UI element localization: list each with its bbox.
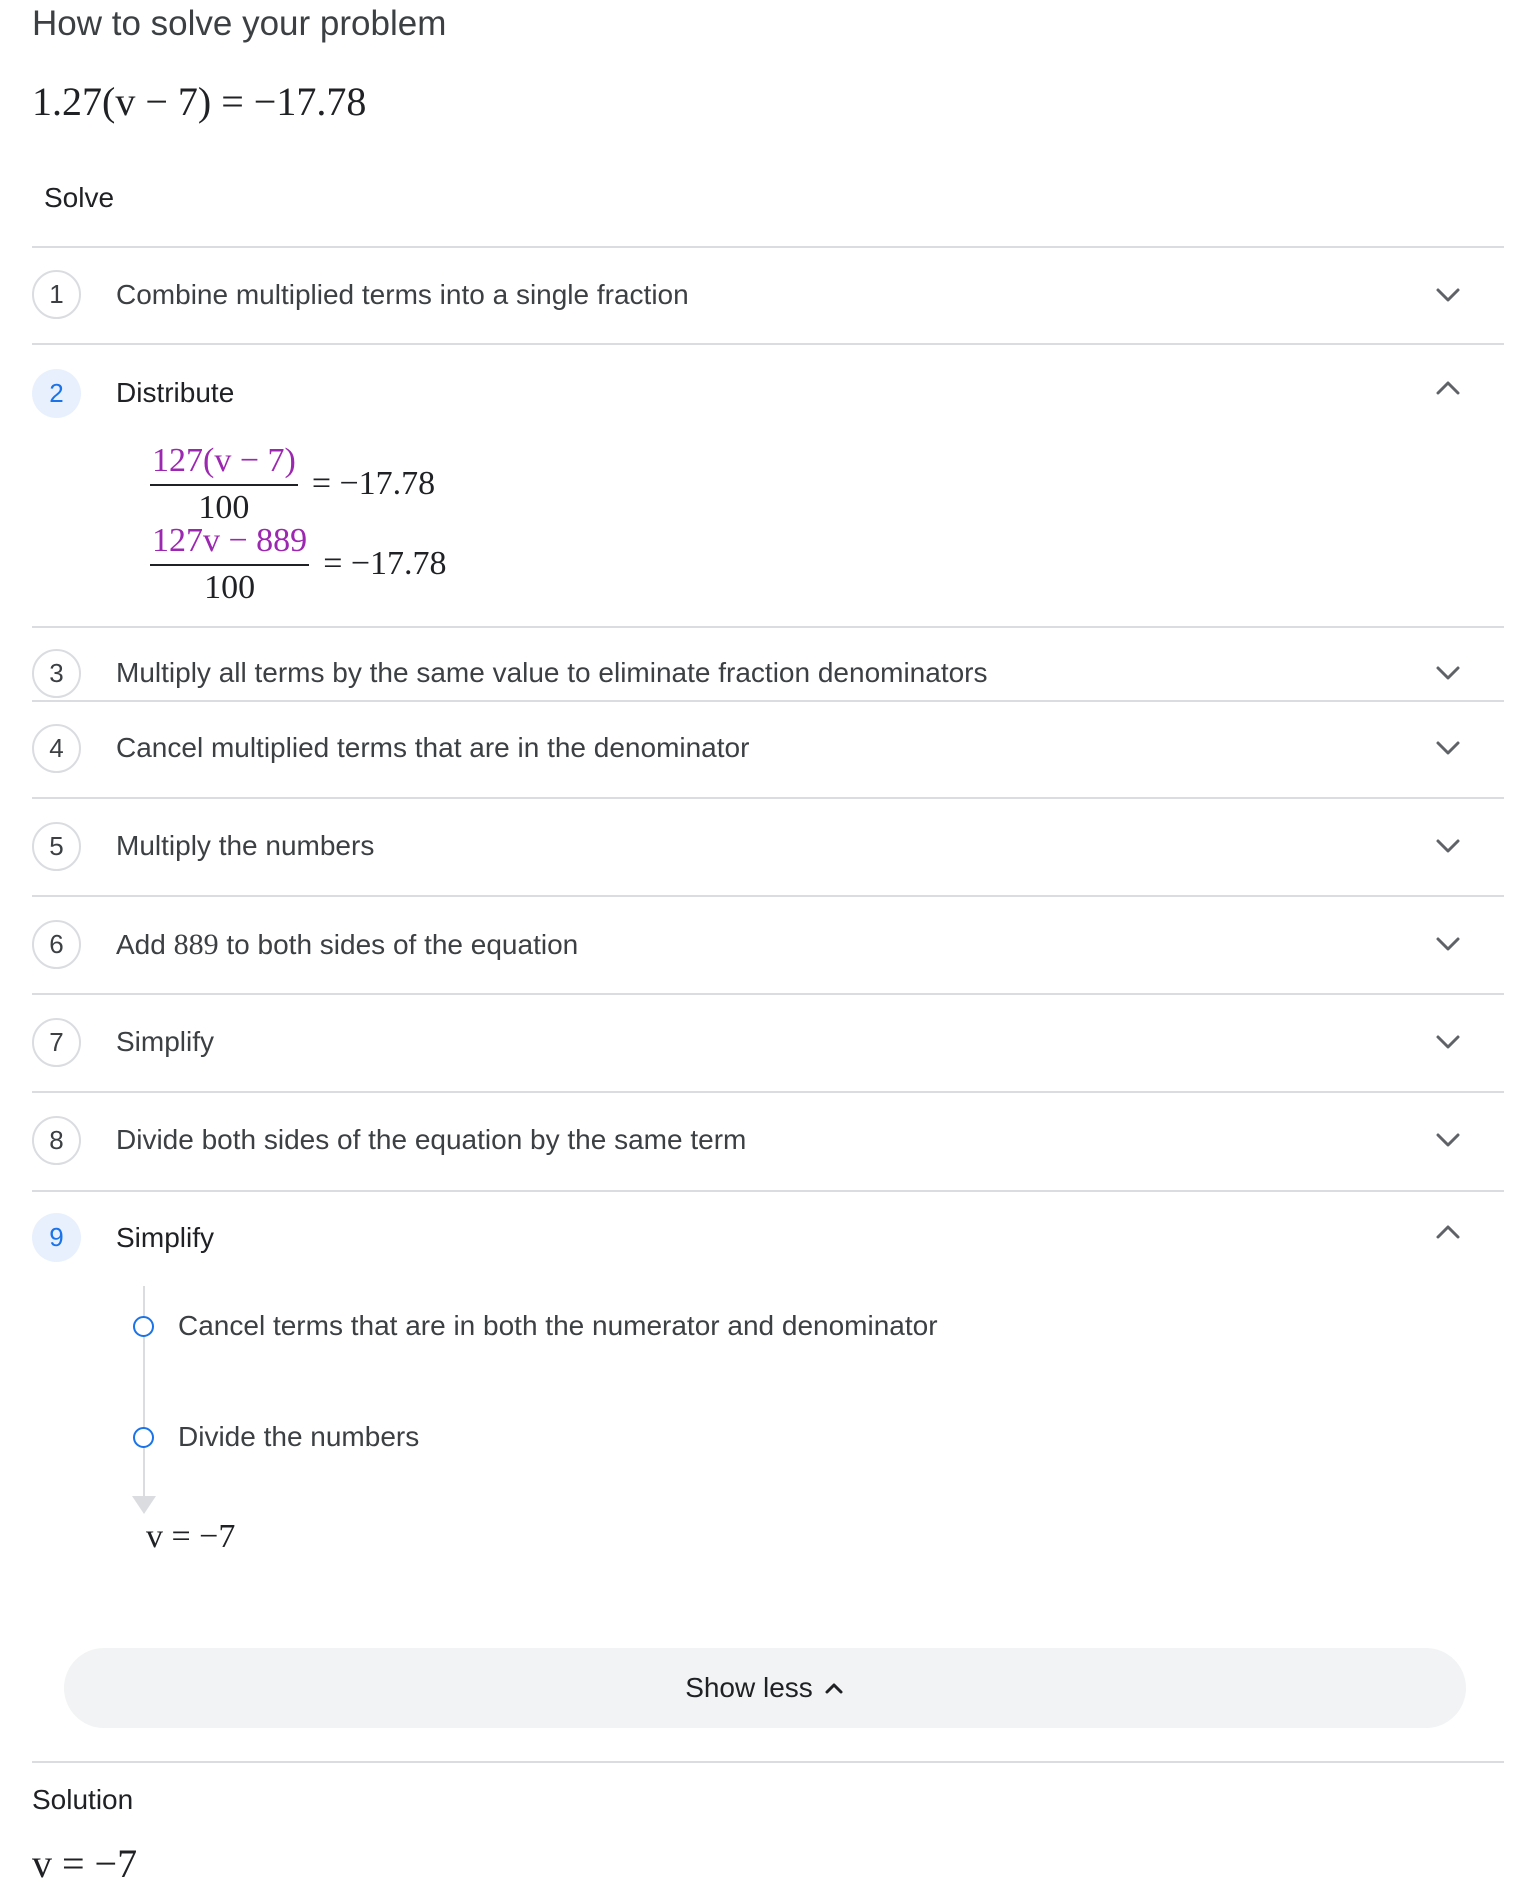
divider — [32, 626, 1504, 628]
chevron-up-icon — [823, 1677, 845, 1699]
step-label-text: Add — [116, 929, 174, 960]
step-number: 5 — [32, 822, 81, 871]
right-hand-side: = −17.78 — [311, 465, 436, 502]
equation-line — [150, 442, 435, 526]
divider — [32, 1761, 1504, 1763]
step-label: Combine multiplied terms into a single fraction — [116, 279, 689, 310]
chevron-down-icon[interactable] — [1432, 1026, 1464, 1058]
divider — [32, 797, 1504, 799]
fraction — [150, 442, 298, 526]
step-label — [116, 928, 578, 962]
divider — [32, 700, 1504, 702]
page-title: How to solve your problem — [32, 4, 447, 43]
solution-label: Solution — [32, 1784, 134, 1815]
numerator: 127(v − 7) — [150, 442, 298, 486]
arrow-down-icon — [132, 1496, 156, 1514]
step-label: Divide both sides of the equation by the same term — [116, 1124, 747, 1155]
step-label-text: to both sides of the equation — [218, 929, 579, 960]
step-label: Simplify — [116, 1026, 215, 1057]
equation-line — [150, 522, 447, 606]
step-label: Simplify — [116, 1222, 215, 1253]
substep-dot-icon — [133, 1427, 154, 1448]
numerator: 127v − 889 — [150, 522, 309, 566]
step-number: 7 — [32, 1018, 81, 1067]
chevron-down-icon[interactable] — [1432, 928, 1464, 960]
step-label: Distribute — [116, 377, 235, 408]
chevron-down-icon[interactable] — [1432, 830, 1464, 862]
divider — [32, 246, 1504, 248]
substep-label[interactable]: Divide the numbers — [178, 1421, 420, 1452]
divider — [32, 1190, 1504, 1192]
chevron-down-icon[interactable] — [1432, 732, 1464, 764]
step-label: Multiply the numbers — [116, 830, 375, 861]
chevron-down-icon[interactable] — [1432, 279, 1464, 311]
solve-label: Solve — [44, 182, 115, 213]
step-number: 9 — [32, 1213, 81, 1262]
step-number: 2 — [32, 369, 81, 418]
divider — [32, 1091, 1504, 1093]
step-number: 8 — [32, 1116, 81, 1165]
problem-equation: 1.27(v − 7) = −17.78 — [32, 79, 367, 124]
step-number: 3 — [32, 649, 81, 698]
substep-label[interactable]: Cancel terms that are in both the numerator and denominator — [178, 1310, 938, 1341]
denominator: 100 — [204, 569, 256, 606]
chevron-up-icon[interactable] — [1432, 1216, 1464, 1248]
fraction — [150, 522, 309, 606]
divider — [32, 343, 1504, 345]
step-label-math: 889 — [173, 928, 219, 961]
show-less-button[interactable] — [64, 1648, 1466, 1728]
chevron-down-icon[interactable] — [1432, 657, 1464, 689]
divider — [32, 993, 1504, 995]
chevron-up-icon[interactable] — [1432, 372, 1464, 404]
denominator: 100 — [198, 489, 250, 526]
substep-result: v = −7 — [146, 1518, 236, 1555]
step-label: Multiply all terms by the same value to eliminate fraction denominators — [116, 657, 988, 688]
divider — [32, 895, 1504, 897]
right-hand-side: = −17.78 — [323, 545, 447, 582]
step-label: Cancel multiplied terms that are in the denominator — [116, 732, 750, 763]
step-number: 4 — [32, 724, 81, 773]
substep-dot-icon — [133, 1316, 154, 1337]
solution-equation: v = −7 — [32, 1841, 138, 1886]
step-number: 1 — [32, 270, 81, 319]
chevron-down-icon[interactable] — [1432, 1124, 1464, 1156]
step-number: 6 — [32, 920, 81, 969]
show-less-label: Show less — [685, 1672, 813, 1703]
